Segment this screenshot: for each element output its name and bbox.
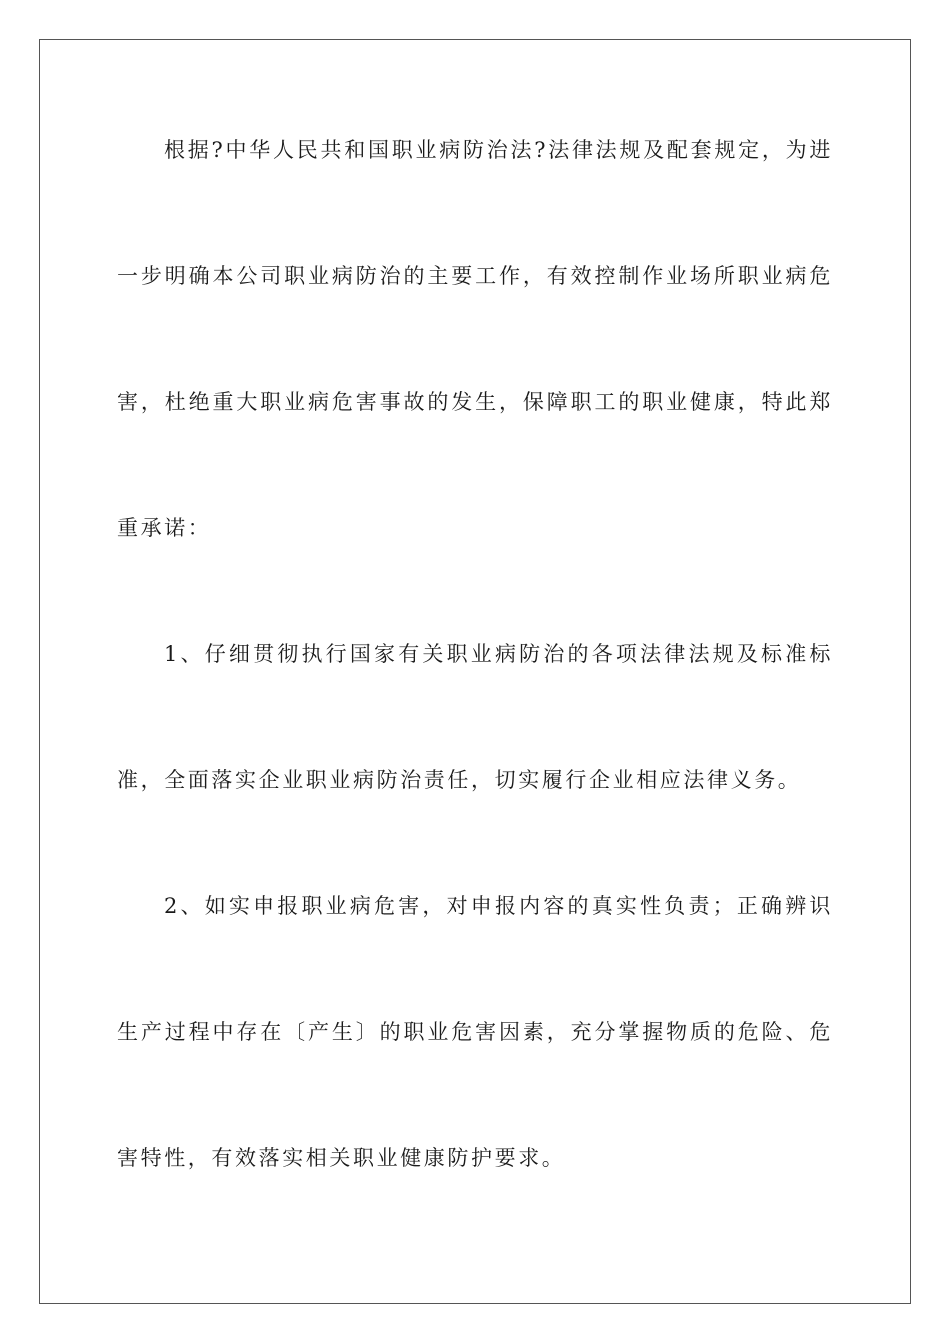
paragraph-3-line-2: 生产过程中存在〔产生〕的职业危害因素，充分掌握物质的危险、危 (117, 1020, 833, 1044)
paragraph-2-line-2: 准，全面落实企业职业病防治责任，切实履行企业相应法律义务。 (117, 768, 802, 792)
paragraph-3-line-3: 害特性，有效落实相关职业健康防护要求。 (117, 1146, 566, 1170)
paragraph-1-line-2: 一步明确本公司职业病防治的主要工作，有效控制作业场所职业病危 (117, 264, 833, 288)
paragraph-1-line-1: 根据?中华人民共和国职业病防治法?法律法规及配套规定，为进 (164, 138, 833, 162)
paragraph-1-line-3: 害，杜绝重大职业病危害事故的发生，保障职工的职业健康，特此郑 (117, 390, 833, 414)
paragraph-2-line-1: 1、仔细贯彻执行国家有关职业病防治的各项法律法规及标准标 (164, 642, 833, 666)
paragraph-1-line-4: 重承诺： (117, 516, 212, 540)
paragraph-3-line-1: 2、如实申报职业病危害，对申报内容的真实性负责；正确辨识 (164, 894, 833, 918)
